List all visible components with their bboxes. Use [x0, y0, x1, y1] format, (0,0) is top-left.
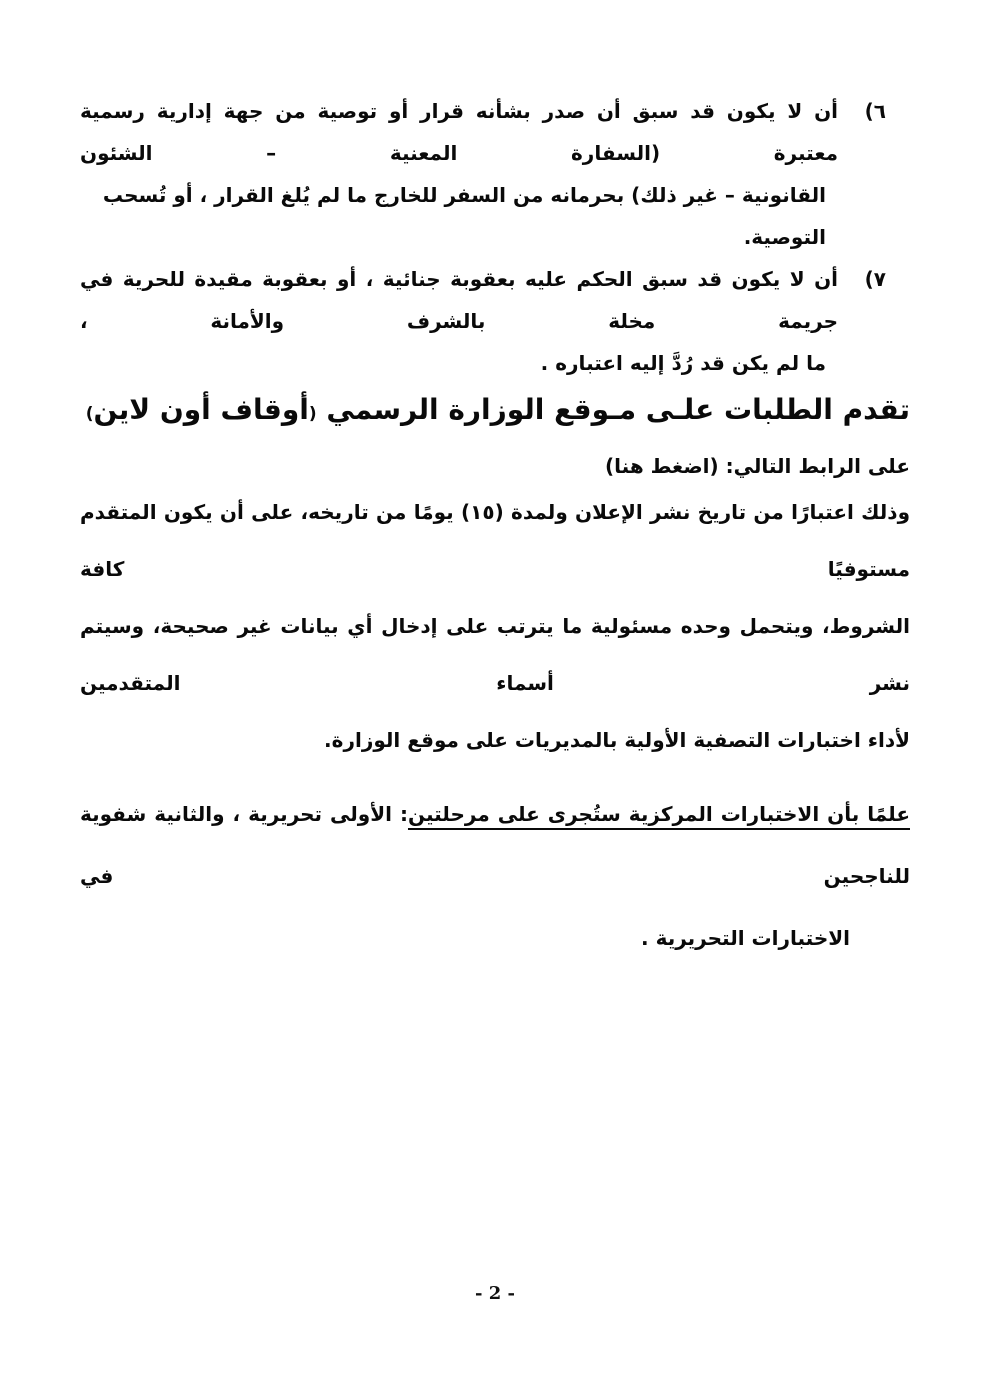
paragraph-line: الشروط، ويتحمل وحده مسئولية ما يترتب على إدخال أي بيانات غير صحيحة، وسيتم نشر أسماء المتقدمين — [80, 614, 910, 695]
heading-paren-open: ( — [308, 404, 317, 424]
note-line: الاختبارات التحريرية . — [641, 926, 850, 950]
note-rest-text: : الأولى تحريرية ، والثانية شفوية للناجحين في — [80, 802, 910, 888]
click-here-link[interactable]: (اضغط هنا) — [605, 454, 719, 478]
list-item-6-number: ٦) — [864, 99, 886, 123]
list-item-line: أن لا يكون قد سبق الحكم عليه بعقوبة جنائية ، أو بعقوبة مقيدة للحرية في جريمة مخلة بالشرف والأمانة ، — [80, 267, 838, 333]
list-item-line: أن لا يكون قد سبق أن صدر بشأنه قرار أو توصية من جهة إدارية رسمية معتبرة (السفارة المعنية – الشئون — [80, 99, 838, 165]
link-prefix: على الرابط التالي: — [718, 454, 910, 478]
list-item-7-number: ٧) — [864, 267, 886, 291]
note-paragraph — [80, 783, 910, 969]
section-heading-text: تقدم الطلبات علـى مـوقع الوزارة الرسمي — [326, 393, 910, 426]
list-item-6-text — [80, 90, 838, 258]
body-paragraph — [80, 484, 910, 769]
paragraph-line: وذلك اعتبارًا من تاريخ نشر الإعلان ولمدة (١٥) يومًا من تاريخه، على أن يكون المتقدم مستوفيًا كافة — [80, 500, 911, 581]
section-heading — [80, 388, 910, 436]
note-line — [80, 783, 910, 907]
list-item-6 — [80, 90, 910, 258]
list-item-7 — [80, 258, 910, 384]
list-item-7-text — [80, 258, 838, 384]
page-number: - 2 - — [475, 1283, 515, 1304]
link-line — [80, 450, 910, 482]
paragraph-line: لأداء اختبارات التصفية الأولية بالمديريات على موقع الوزارة. — [324, 728, 910, 752]
heading-paren-close: ) — [85, 404, 94, 424]
list-item-line: القانونية – غير ذلك) بحرمانه من السفر للخارج ما لم يُلغ القرار ، أو تُسحب التوصية. — [102, 183, 826, 249]
note-underlined-text: علمًا بأن الاختبارات المركزية ستُجرى على مرحلتين — [407, 802, 910, 826]
heading-parenthetical: أوقاف أون لاين — [93, 393, 309, 426]
list-item-line: ما لم يكن قد رُدَّ إليه اعتباره . — [540, 351, 826, 375]
